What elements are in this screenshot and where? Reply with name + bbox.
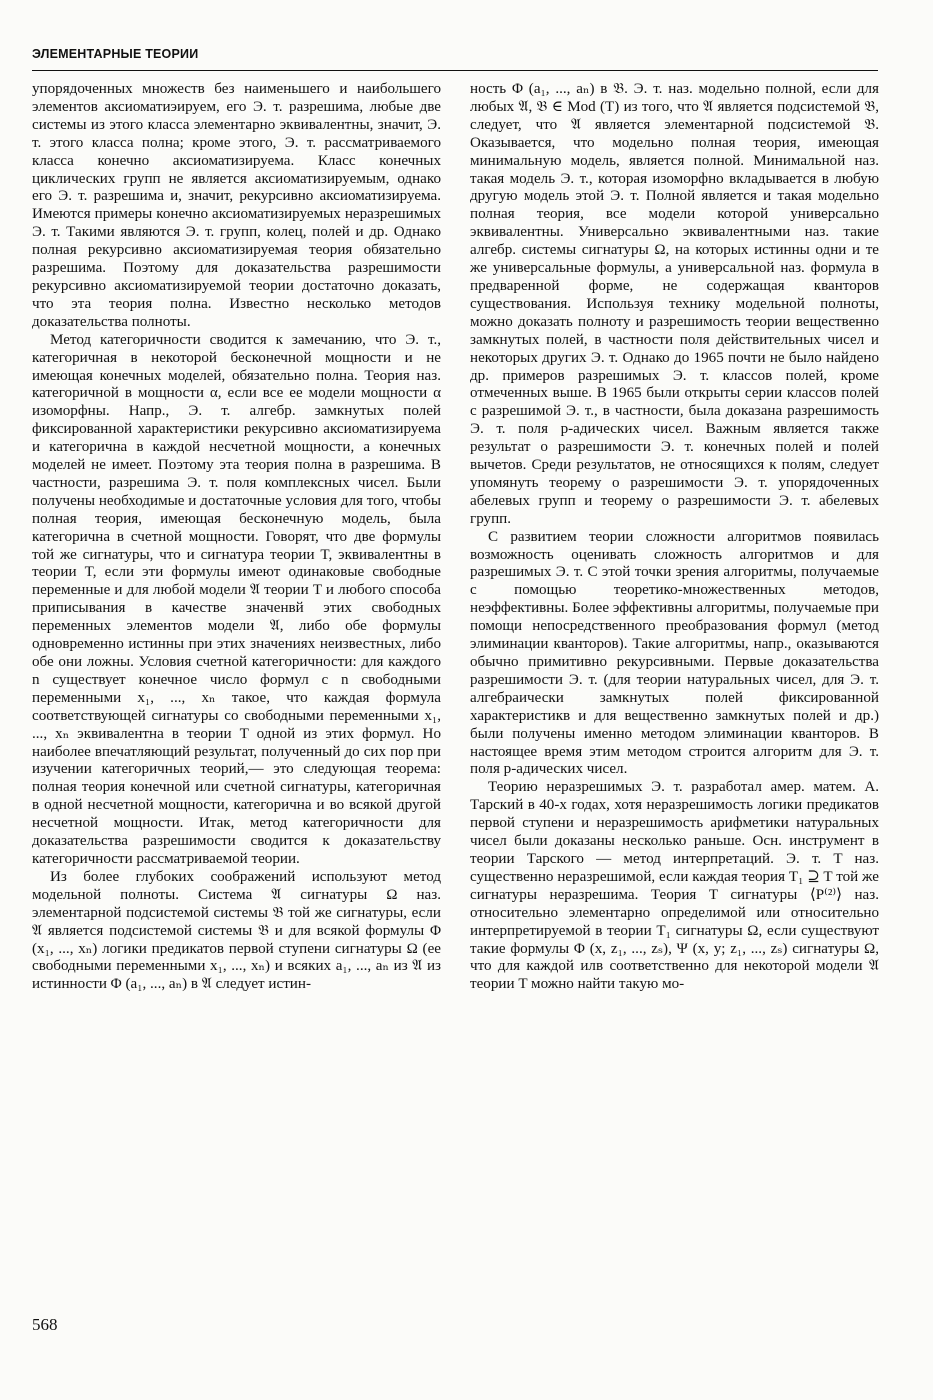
right-paragraph-1: ность Φ (a₁, ..., aₙ) в 𝔅. Э. т. наз. модельно полной, если для любых 𝔄, 𝔅 ∈ Mod (T) из того, что 𝔄 является подсистемой 𝔅, следует, что 𝔄 является элементарной подсистемой 𝔅. Оказывается, что модельно полная теория, имеющая минимальную модель, является полной. Минимальной наз. такая модель Э. т., которая изоморфно вкладывается в любую другую модель этой Э. т. Полной является и такая модельно полная теория, все модели которой универсально эквивалентны. Универсально эквивалентными наз. такие алгебр. системы сигнатуры Ω, на которых истинны одни и те же универсальные формулы, а универсальной наз. формула в предваренной форме, не содержащая кванторов существования. Используя технику модельной полноты, можно доказать полноту и разрешимость теории вещественно замкнутых полей, в частности поля действительных чисел и некоторых других Э. т. Однако до 1965 почти не было найдено др. примеров разрешимых Э. т. классов полей, кроме отмеченных выше. В 1965 были открыты серии классов полей с разрешимой Э. т., в частности, была доказана разрешимость Э. т. поля p-адических чисел. Важным является также результат о разрешимости Э. т. конечных полей и полей вычетов. Среди результатов, не относящихся к полям, следует упомянуть теорему о разрешимости Э. т. упорядоченных абелевых групп и теорему о разрешимости Э. т. абелевых групп. bbox=[470, 81, 879, 527]
left-paragraph-3: Из более глубоких соображений используют метод модельной полноты. Система 𝔄 сигнатуры Ω наз. элементарной подсистемой системы 𝔅 той же сигнатуры, если 𝔄 является подсистемой системы 𝔅 и для всякой формулы Φ (x₁, ..., xₙ) логики предикатов первой ступени сигнатуры Ω (ее свободными переменными x₁, ..., xₙ) и всяких a₁, ..., aₙ из 𝔄 из истинности Φ (a₁, ..., aₙ) в 𝔄 следует истин- bbox=[32, 868, 441, 993]
header-rule bbox=[32, 70, 878, 71]
right-column bbox=[470, 81, 879, 994]
left-column bbox=[32, 81, 441, 994]
left-paragraph-1: упорядоченных множеств без наименьшего и наибольшего элементов аксиоматиэируем, его Э. т. разрешима, любые две системы из этого класса элементарно эквивалентны, значит, Э. т. этого класса полна; кроме этого, Э. т. рассматриваемого класса конечно аксиоматизируема. Класс конечных циклических групп не является аксиоматизируемым, однако его Э. т. разрешима и, значит, рекурсивно аксиоматизируема. Имеются примеры конечно аксиоматизируемых неразрешимых Э. т. Такими являются Э. т. групп, колец, полей и др. Однако полная рекурсивно аксиоматизируемая теория обязательно разрешима. Поэтому для доказательства разрешимости рекурсивно аксиоматизируемой теории достаточно доказать, что эта теория полна. Известно несколько методов доказательства полноты. bbox=[32, 81, 441, 330]
right-paragraph-3: Теорию неразрешимых Э. т. разработал амер. матем. А. Тарский в 40-х годах, хотя неразрешимость логики предикатов первой ступени и неразрешимость арифметики натуральных чисел были доказаны несколько раньше. Осн. инструмент в теории Тарского — метод интерпретаций. Э. т. T наз. существенно неразрешимой, если каждая теория T₁ ⊇ T той же сигнатуры неразрешима. Теория T сигнатуры ⟨P⁽²⁾⟩ наз. относительно элементарно определимой или относительно интерпретируемой в теории T₁ сигнатуры Ω, если существуют такие формулы Φ (x, z₁, ..., zₛ), Ψ (x, y; z₁, ..., zₛ) сигнатуры Ω, что для каждой илв соответственно для некоторой модели 𝔄 теории T можно найти такую мо- bbox=[470, 779, 879, 993]
running-title: ЭЛЕМЕНТАРНЫЕ ТЕОРИИ bbox=[32, 47, 199, 61]
page-number: 568 bbox=[32, 1315, 58, 1334]
right-paragraph-2: С развитием теории сложности алгоритмов появилась возможность оценивать сложность алгоритмов и для разрешимых Э. т. С этой точки зрения алгоритмы, получаемые с помощью теоретико-множественных методов, неэффективны. Более эффективны алгоритмы, получаемые при помощи непосредственного преобразования формул (метод элиминации кванторов). Такие алгоритмы, напр., оказываются обычно примитивно рекурсивными. Первые доказательства разрешимости Э. т. (для теории натуральных чисел, для Э. т. алгебраически замкнутых полей фиксированной характеристикв и для вещественно замкнутых полей и др.) были получены именно методом элиминации кванторов. В настоящее время этим методом строится алгоритм для Э. т. поля p-адических чисел. bbox=[470, 528, 879, 778]
left-paragraph-2: Метод категоричности сводится к замечанию, что Э. т., категоричная в некоторой бесконечной мощности и не имеющая конечных моделей, обязательно полна. Теория наз. категоричной в мощности α, если все ее модели мощности α изоморфны. Напр., Э. т. алгебр. замкнутых полей фиксированной характеристики рекурсивно аксиоматизируема и категорична в каждой несчетной мощности, а конечных моделей не имеет. Поэтому эта теория полна в разрешима. В частности, разрешима Э. т. поля комплексных чисел. Были получены необходимые и достаточные условия для того, чтобы полная теория, имеющая бесконечную модель, была категорична в счетной мощности. Говорят, что две формулы той же сигнатуры, что и сигнатура теории T, эквивалентны в теории T, если эти формулы имеют одинаковые свободные переменные и для любой модели 𝔄 теории T и любого способа приписывания в качестве значенвй этих свободных переменных элементов модели 𝔄, либо обе формулы одновременно истинны при этих значениях неизвестных, либо обе они ложны. Условия счетной категоричности: для каждого n существует конечное число формул с n свободными переменными x₁, ..., xₙ такое, что каждая формула соответствующей сигнатуры со свободными переменными x₁, ..., xₙ эквивалентна в теории T одной из этих формул. Но наиболее впечатляющий результат, полученный до сих пор при изучении категоричных теорий,— это следующая теорема: полная теория конечной или счетной сигнатуры, категоричная в одной несчетной мощности, категорична и во всякой другой несчетной мощности. Итак, метод категоричности для доказательства разрешимости сводится к доказательству категоричности рассматриваемой теории. bbox=[32, 331, 441, 867]
